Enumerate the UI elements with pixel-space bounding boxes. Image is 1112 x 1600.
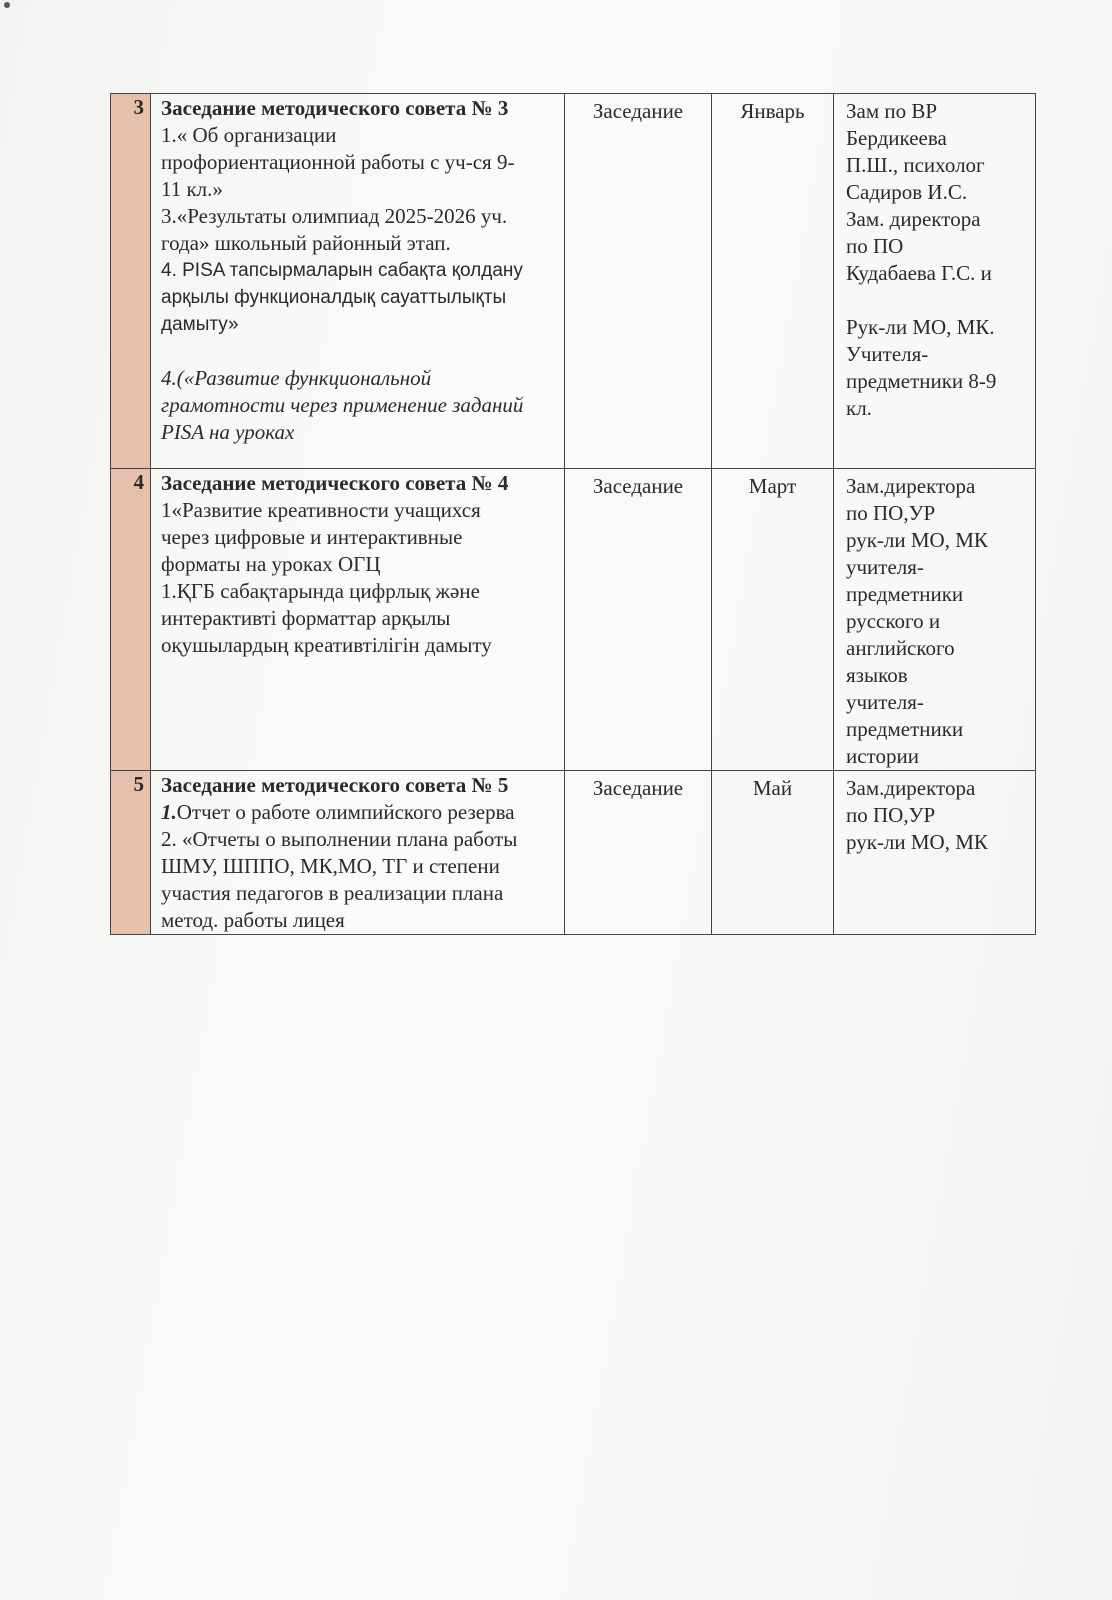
methodical-council-plan-table (110, 93, 1036, 935)
responsible-line: языков (846, 663, 908, 687)
meeting-title: Заседание методического совета № 5 (161, 773, 509, 797)
row-number: 3 (111, 94, 151, 469)
agenda-line: метод. работы лицея (161, 908, 345, 932)
responsible-line: предметники (846, 582, 964, 606)
agenda-line: 1«Развитие креативности учащихся (161, 498, 481, 522)
form-cell: Заседание (565, 94, 712, 469)
responsible-cell (834, 94, 1036, 469)
table-row (111, 469, 1036, 771)
agenda-line-kazakh: арқылы функционалдық сауаттылықты (161, 287, 507, 308)
responsible-line: Бердикеева (846, 126, 947, 150)
responsible-line: по ПО,УР (846, 803, 936, 827)
agenda-line-italic: PISA на уроках (161, 420, 295, 444)
responsible-line: Учителя- (846, 342, 929, 366)
responsible-line: по ПО,УР (846, 501, 936, 525)
scan-speck (4, 2, 10, 8)
agenda-line: 1.« Об организации (161, 123, 337, 147)
meeting-title: Заседание методического совета № 3 (161, 96, 509, 120)
row-number: 4 (111, 469, 151, 771)
agenda-line: 2. «Отчеты о выполнении плана работы (161, 827, 518, 851)
agenda-line (161, 799, 558, 826)
agenda-line-kazakh: дамыту» (161, 314, 239, 335)
responsible-cell (834, 771, 1036, 935)
month-cell: Март (712, 469, 834, 771)
responsible-line: по ПО (846, 234, 904, 258)
responsible-line: учителя- (846, 690, 924, 714)
responsible-cell (834, 469, 1036, 771)
responsible-line: рук-ли МО, МК (846, 528, 988, 552)
form-cell: Заседание (565, 469, 712, 771)
agenda-line: через цифровые и интерактивные (161, 525, 463, 549)
responsible-line: учителя- (846, 555, 924, 579)
agenda-item-text: Отчет о работе олимпийского резерва (176, 800, 515, 824)
responsible-line: предметники (846, 717, 964, 741)
responsible-line: Зам.директора (846, 776, 976, 800)
responsible-line: Зам по ВР (846, 99, 938, 123)
agenda-line: форматы на уроках ОГЦ (161, 552, 381, 576)
responsible-line: Рук-ли МО, МК. (846, 315, 995, 339)
responsible-line: английского (846, 636, 955, 660)
agenda-line: 3.«Результаты олимпиад 2025-2026 уч. (161, 204, 508, 228)
responsible-line: Садиров И.С. (846, 180, 968, 204)
responsible-line: русского и (846, 609, 941, 633)
agenda-line: участия педагогов в реализации плана (161, 881, 504, 905)
responsible-line: предметники 8-9 (846, 369, 997, 393)
responsible-line: Кудабаева Г.С. и (846, 261, 992, 285)
agenda-line: профориентационной работы с уч-ся 9- (161, 150, 515, 174)
table-row (111, 94, 1036, 469)
agenda-line-italic: грамотности через применение заданий (161, 393, 524, 417)
agenda-line: оқушылардың креативтілігін дамыту (161, 633, 492, 657)
form-cell: Заседание (565, 771, 712, 935)
responsible-line: Зам.директора (846, 474, 976, 498)
month-cell: Май (712, 771, 834, 935)
agenda-line: года» школьный районный этап. (161, 231, 451, 255)
responsible-line: П.Ш., психолог (846, 153, 985, 177)
agenda-cell (151, 94, 565, 469)
meeting-title: Заседание методического совета № 4 (161, 471, 509, 495)
responsible-line: истории (846, 744, 919, 768)
month-cell: Январь (712, 94, 834, 469)
table-row (111, 771, 1036, 935)
agenda-line: ШМУ, ШППО, МК,МО, ТГ и степени (161, 854, 500, 878)
agenda-line-kazakh: 4. PISA тапсырмаларын сабақта қолдану (161, 260, 523, 281)
agenda-line: 1.ҚГБ сабақтарында цифрлық және (161, 579, 480, 603)
row-number: 5 (111, 771, 151, 935)
agenda-item-number: 1. (161, 800, 177, 824)
agenda-line: интерактивті форматтар арқылы (161, 606, 451, 630)
agenda-line: 11 кл.» (161, 177, 223, 201)
responsible-line: Зам. директора (846, 207, 981, 231)
agenda-line-italic: 4.(«Развитие функциональной (161, 366, 432, 390)
responsible-line: рук-ли МО, МК (846, 830, 988, 854)
responsible-line: кл. (846, 396, 872, 420)
agenda-cell (151, 771, 565, 935)
agenda-cell (151, 469, 565, 771)
